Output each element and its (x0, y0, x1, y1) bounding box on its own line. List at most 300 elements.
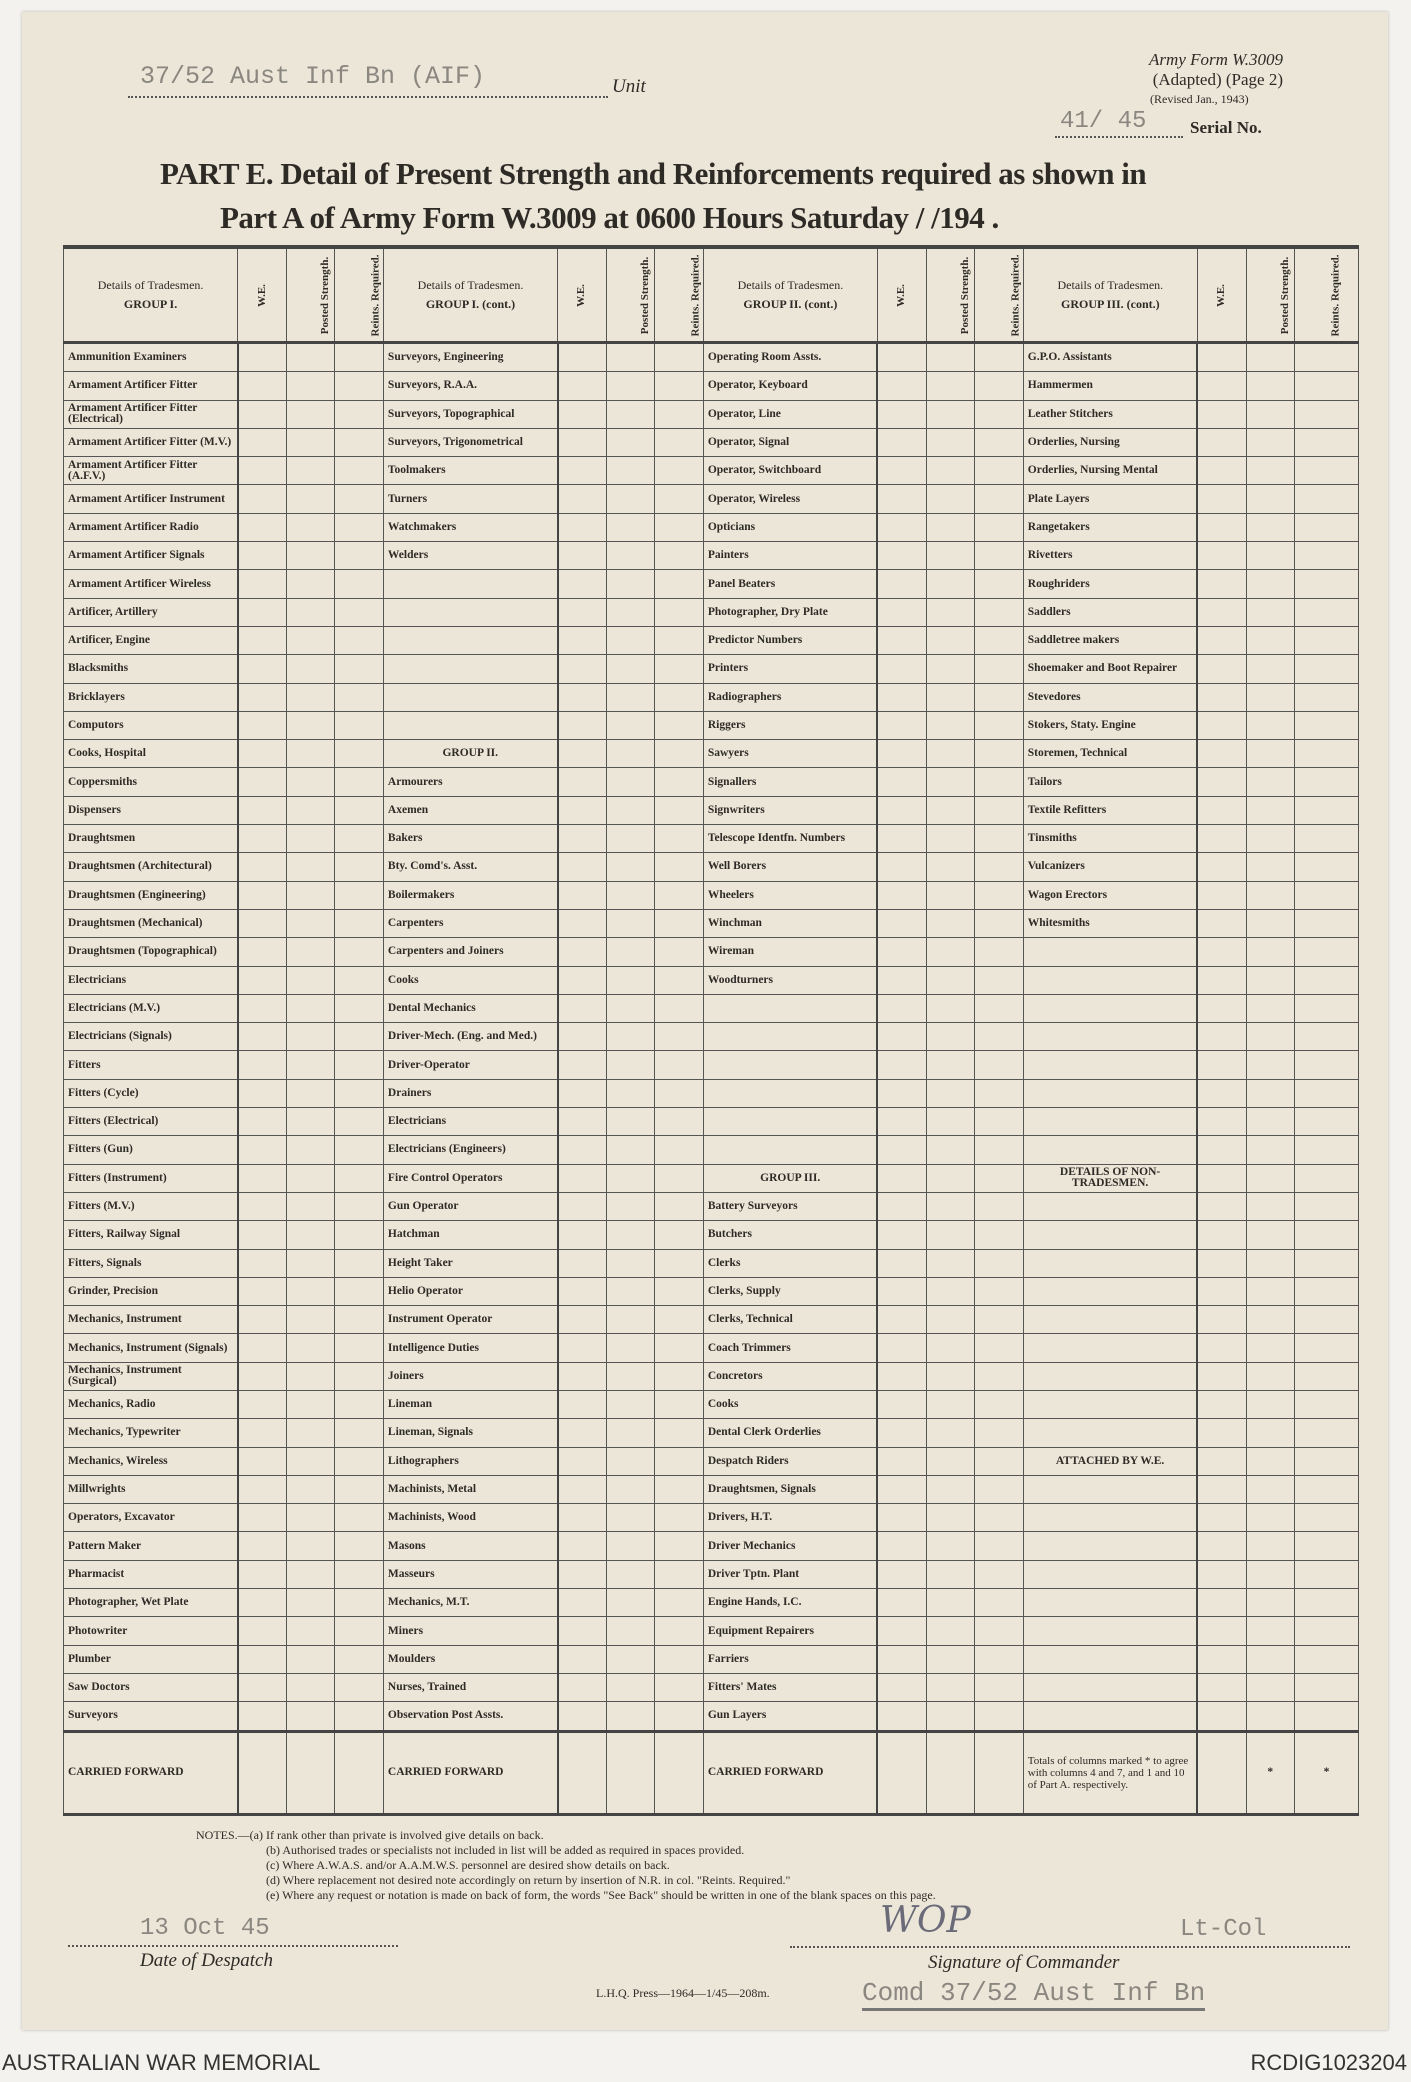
reints-required-cell[interactable] (1295, 711, 1359, 739)
posted-strength-cell[interactable] (286, 598, 335, 626)
posted-strength-cell[interactable] (606, 1645, 655, 1673)
we-cell[interactable] (877, 853, 926, 881)
we-cell[interactable] (558, 1645, 607, 1673)
posted-strength-cell[interactable] (606, 1504, 655, 1532)
reints-required-cell[interactable] (335, 1221, 384, 1249)
reints-required-cell[interactable] (335, 598, 384, 626)
posted-strength-cell[interactable] (286, 768, 335, 796)
posted-strength-cell[interactable] (606, 1277, 655, 1305)
we-cell[interactable] (877, 1136, 926, 1164)
we-cell[interactable] (877, 1645, 926, 1673)
we-cell[interactable] (877, 626, 926, 654)
posted-strength-cell[interactable] (926, 1277, 975, 1305)
posted-strength-cell[interactable] (1246, 909, 1295, 937)
reints-required-cell[interactable] (975, 428, 1024, 456)
we-cell[interactable] (558, 626, 607, 654)
we-cell[interactable] (1197, 938, 1246, 966)
we-cell[interactable] (1197, 1108, 1246, 1136)
posted-strength-cell[interactable] (1246, 825, 1295, 853)
reints-required-cell[interactable] (335, 1390, 384, 1418)
reints-required-cell[interactable] (335, 994, 384, 1022)
posted-strength-cell[interactable] (926, 1362, 975, 1390)
reints-required-cell[interactable] (975, 1589, 1024, 1617)
we-cell[interactable] (558, 1051, 607, 1079)
posted-strength-cell[interactable] (606, 683, 655, 711)
posted-strength-cell[interactable] (286, 1362, 335, 1390)
posted-strength-cell[interactable] (286, 796, 335, 824)
posted-strength-cell[interactable] (926, 1221, 975, 1249)
we-cell[interactable] (877, 1560, 926, 1588)
posted-strength-cell[interactable] (606, 400, 655, 428)
reints-required-cell[interactable] (1295, 1108, 1359, 1136)
reints-required-cell[interactable] (655, 1419, 704, 1447)
reints-required-cell[interactable] (1295, 1334, 1359, 1362)
we-cell[interactable] (1197, 1673, 1246, 1701)
we-cell[interactable] (238, 343, 287, 372)
reints-required-cell[interactable] (335, 938, 384, 966)
reints-required-cell[interactable] (975, 372, 1024, 400)
reints-required-cell[interactable] (655, 1277, 704, 1305)
posted-strength-cell[interactable] (926, 1702, 975, 1731)
reints-required-cell[interactable] (655, 1702, 704, 1731)
reints-required-cell[interactable] (655, 1306, 704, 1334)
we-cell[interactable] (558, 542, 607, 570)
posted-strength-cell[interactable] (286, 428, 335, 456)
reints-required-cell[interactable] (1295, 1645, 1359, 1673)
reints-required-cell[interactable] (335, 740, 384, 768)
reints-required-cell[interactable] (1295, 853, 1359, 881)
we-cell[interactable] (238, 796, 287, 824)
reints-required-cell[interactable] (1295, 542, 1359, 570)
we-cell[interactable] (1197, 485, 1246, 513)
we-cell[interactable] (238, 1532, 287, 1560)
reints-required-cell[interactable] (1295, 1079, 1359, 1107)
posted-strength-cell[interactable] (286, 1447, 335, 1475)
reints-required-cell[interactable] (1295, 1023, 1359, 1051)
reints-required-cell[interactable] (335, 400, 384, 428)
we-cell[interactable] (1197, 1645, 1246, 1673)
we-cell[interactable] (238, 1334, 287, 1362)
we-cell[interactable] (877, 1673, 926, 1701)
posted-strength-cell[interactable] (1246, 683, 1295, 711)
posted-strength-cell[interactable] (1246, 796, 1295, 824)
posted-strength-cell[interactable] (926, 994, 975, 1022)
we-cell[interactable] (238, 1362, 287, 1390)
we-cell[interactable] (1197, 1079, 1246, 1107)
we-cell[interactable] (1197, 768, 1246, 796)
we-cell[interactable] (877, 1617, 926, 1645)
we-cell[interactable] (877, 938, 926, 966)
posted-strength-cell[interactable] (926, 1164, 975, 1192)
we-cell[interactable] (558, 570, 607, 598)
reints-required-cell[interactable] (655, 598, 704, 626)
reints-required-cell[interactable] (975, 1192, 1024, 1220)
we-cell[interactable] (877, 966, 926, 994)
reints-required-cell[interactable] (1295, 1362, 1359, 1390)
reints-required-cell[interactable] (975, 626, 1024, 654)
we-cell[interactable] (877, 598, 926, 626)
posted-strength-cell[interactable] (606, 740, 655, 768)
posted-strength-cell[interactable] (926, 513, 975, 541)
posted-strength-cell[interactable] (606, 513, 655, 541)
reints-required-cell[interactable] (1295, 796, 1359, 824)
reints-required-cell[interactable] (1295, 909, 1359, 937)
reints-required-cell[interactable] (335, 457, 384, 485)
we-cell[interactable] (877, 428, 926, 456)
reints-required-cell[interactable] (655, 853, 704, 881)
posted-strength-cell[interactable] (1246, 1136, 1295, 1164)
reints-required-cell[interactable] (975, 1136, 1024, 1164)
reints-required-cell[interactable] (1295, 1306, 1359, 1334)
posted-strength-cell[interactable] (926, 966, 975, 994)
posted-strength-cell[interactable] (1246, 1192, 1295, 1220)
posted-strength-cell[interactable] (606, 343, 655, 372)
posted-strength-cell[interactable] (1246, 1702, 1295, 1731)
posted-strength-cell[interactable] (926, 881, 975, 909)
reints-required-cell[interactable] (655, 966, 704, 994)
reints-required-cell[interactable] (335, 1702, 384, 1731)
posted-strength-cell[interactable] (606, 881, 655, 909)
reints-required-cell[interactable] (335, 768, 384, 796)
posted-strength-cell[interactable] (1246, 1108, 1295, 1136)
we-cell[interactable] (238, 740, 287, 768)
posted-strength-cell[interactable] (926, 796, 975, 824)
reints-required-cell[interactable] (1295, 740, 1359, 768)
reints-required-cell[interactable] (975, 1390, 1024, 1418)
reints-required-cell[interactable] (975, 1277, 1024, 1305)
reints-required-cell[interactable] (335, 1673, 384, 1701)
we-cell[interactable] (1197, 372, 1246, 400)
reints-required-cell[interactable] (1295, 768, 1359, 796)
reints-required-cell[interactable] (655, 1390, 704, 1418)
reints-required-cell[interactable] (1295, 1390, 1359, 1418)
we-cell[interactable] (238, 1390, 287, 1418)
reints-required-cell[interactable] (1295, 938, 1359, 966)
posted-strength-cell[interactable] (1246, 966, 1295, 994)
we-cell[interactable] (558, 740, 607, 768)
we-cell[interactable] (1197, 1136, 1246, 1164)
posted-strength-cell[interactable] (1246, 655, 1295, 683)
we-cell[interactable] (877, 1249, 926, 1277)
we-cell[interactable] (238, 938, 287, 966)
posted-strength-cell[interactable] (926, 683, 975, 711)
we-cell[interactable] (877, 1023, 926, 1051)
posted-strength-cell[interactable] (1246, 711, 1295, 739)
reints-required-cell[interactable] (975, 598, 1024, 626)
reints-required-cell[interactable] (975, 513, 1024, 541)
posted-strength-cell[interactable] (1246, 1390, 1295, 1418)
reints-required-cell[interactable] (335, 711, 384, 739)
posted-strength-cell[interactable] (926, 1447, 975, 1475)
we-cell[interactable] (238, 1306, 287, 1334)
reints-required-cell[interactable] (1295, 1475, 1359, 1503)
reints-required-cell[interactable] (975, 711, 1024, 739)
we-cell[interactable] (558, 1673, 607, 1701)
posted-strength-cell[interactable] (1246, 570, 1295, 598)
posted-strength-cell[interactable] (926, 1645, 975, 1673)
reints-required-cell[interactable] (655, 1079, 704, 1107)
we-cell[interactable] (877, 683, 926, 711)
reints-required-cell[interactable] (335, 1334, 384, 1362)
reints-required-cell[interactable] (655, 711, 704, 739)
posted-strength-cell[interactable] (926, 938, 975, 966)
we-cell[interactable] (238, 598, 287, 626)
posted-strength-cell[interactable] (1246, 1504, 1295, 1532)
we-cell[interactable] (238, 485, 287, 513)
reints-required-cell[interactable] (335, 1560, 384, 1588)
we-cell[interactable] (877, 1419, 926, 1447)
we-cell[interactable] (877, 542, 926, 570)
posted-strength-cell[interactable] (1246, 1419, 1295, 1447)
posted-strength-cell[interactable] (606, 428, 655, 456)
reints-required-cell[interactable] (335, 513, 384, 541)
reints-required-cell[interactable] (335, 485, 384, 513)
we-cell[interactable] (558, 1334, 607, 1362)
reints-required-cell[interactable] (1295, 1192, 1359, 1220)
posted-strength-cell[interactable] (606, 1136, 655, 1164)
reints-required-cell[interactable] (1295, 1532, 1359, 1560)
posted-strength-cell[interactable] (606, 938, 655, 966)
we-cell[interactable] (238, 1419, 287, 1447)
reints-required-cell[interactable] (1295, 457, 1359, 485)
posted-strength-cell[interactable] (286, 1108, 335, 1136)
reints-required-cell[interactable] (655, 1334, 704, 1362)
reints-required-cell[interactable] (975, 1249, 1024, 1277)
reints-required-cell[interactable] (1295, 570, 1359, 598)
we-cell[interactable] (238, 513, 287, 541)
we-cell[interactable] (877, 1164, 926, 1192)
posted-strength-cell[interactable] (286, 1532, 335, 1560)
we-cell[interactable] (558, 1079, 607, 1107)
we-cell[interactable] (1197, 1306, 1246, 1334)
posted-strength-cell[interactable] (1246, 1560, 1295, 1588)
we-cell[interactable] (558, 796, 607, 824)
we-cell[interactable] (1197, 1192, 1246, 1220)
posted-strength-cell[interactable] (1246, 1475, 1295, 1503)
reints-required-cell[interactable] (975, 485, 1024, 513)
reints-required-cell[interactable] (655, 909, 704, 937)
we-cell[interactable] (1197, 683, 1246, 711)
posted-strength-cell[interactable] (606, 1023, 655, 1051)
we-cell[interactable] (877, 881, 926, 909)
posted-strength-cell[interactable] (286, 1192, 335, 1220)
we-cell[interactable] (1197, 994, 1246, 1022)
posted-strength-cell[interactable] (1246, 1645, 1295, 1673)
reints-required-cell[interactable] (335, 570, 384, 598)
posted-strength-cell[interactable] (286, 1249, 335, 1277)
reints-required-cell[interactable] (335, 966, 384, 994)
posted-strength-cell[interactable] (286, 1645, 335, 1673)
posted-strength-cell[interactable] (286, 570, 335, 598)
posted-strength-cell[interactable] (1246, 513, 1295, 541)
posted-strength-cell[interactable] (926, 1617, 975, 1645)
we-cell[interactable] (1197, 655, 1246, 683)
we-cell[interactable] (1197, 598, 1246, 626)
posted-strength-cell[interactable] (1246, 1023, 1295, 1051)
reints-required-cell[interactable] (335, 343, 384, 372)
posted-strength-cell[interactable] (286, 994, 335, 1022)
reints-required-cell[interactable] (335, 1475, 384, 1503)
reints-required-cell[interactable] (975, 1617, 1024, 1645)
we-cell[interactable] (877, 711, 926, 739)
we-cell[interactable] (558, 598, 607, 626)
we-cell[interactable] (558, 1447, 607, 1475)
posted-strength-cell[interactable] (1246, 768, 1295, 796)
reints-required-cell[interactable] (655, 513, 704, 541)
we-cell[interactable] (558, 909, 607, 937)
we-cell[interactable] (1197, 1362, 1246, 1390)
posted-strength-cell[interactable] (926, 768, 975, 796)
posted-strength-cell[interactable] (1246, 1447, 1295, 1475)
we-cell[interactable] (1197, 400, 1246, 428)
reints-required-cell[interactable] (975, 570, 1024, 598)
posted-strength-cell[interactable] (926, 1334, 975, 1362)
we-cell[interactable] (1197, 796, 1246, 824)
we-cell[interactable] (877, 1504, 926, 1532)
we-cell[interactable] (1197, 570, 1246, 598)
posted-strength-cell[interactable] (926, 825, 975, 853)
posted-strength-cell[interactable] (926, 711, 975, 739)
posted-strength-cell[interactable] (286, 909, 335, 937)
posted-strength-cell[interactable] (606, 1362, 655, 1390)
we-cell[interactable] (558, 994, 607, 1022)
reints-required-cell[interactable] (975, 1419, 1024, 1447)
reints-required-cell[interactable] (335, 1617, 384, 1645)
we-cell[interactable] (558, 768, 607, 796)
reints-required-cell[interactable] (975, 1023, 1024, 1051)
reints-required-cell[interactable] (655, 570, 704, 598)
reints-required-cell[interactable] (655, 1051, 704, 1079)
reints-required-cell[interactable] (655, 1504, 704, 1532)
posted-strength-cell[interactable] (286, 711, 335, 739)
reints-required-cell[interactable] (335, 1447, 384, 1475)
reints-required-cell[interactable] (975, 1702, 1024, 1731)
posted-strength-cell[interactable] (926, 655, 975, 683)
posted-strength-cell[interactable] (926, 1589, 975, 1617)
we-cell[interactable] (558, 683, 607, 711)
we-cell[interactable] (877, 513, 926, 541)
reints-required-cell[interactable] (1295, 1702, 1359, 1731)
reints-required-cell[interactable] (335, 1645, 384, 1673)
we-cell[interactable] (877, 1390, 926, 1418)
posted-strength-cell[interactable] (926, 343, 975, 372)
posted-strength-cell[interactable] (1246, 1334, 1295, 1362)
we-cell[interactable] (238, 626, 287, 654)
we-cell[interactable] (558, 1136, 607, 1164)
posted-strength-cell[interactable] (1246, 1079, 1295, 1107)
posted-strength-cell[interactable] (926, 1306, 975, 1334)
we-cell[interactable] (877, 740, 926, 768)
we-cell[interactable] (1197, 853, 1246, 881)
we-cell[interactable] (238, 768, 287, 796)
posted-strength-cell[interactable] (1246, 400, 1295, 428)
we-cell[interactable] (877, 343, 926, 372)
we-cell[interactable] (877, 909, 926, 937)
we-cell[interactable] (558, 1390, 607, 1418)
posted-strength-cell[interactable] (1246, 938, 1295, 966)
we-cell[interactable] (558, 1475, 607, 1503)
we-cell[interactable] (1197, 343, 1246, 372)
we-cell[interactable] (238, 1192, 287, 1220)
reints-required-cell[interactable] (335, 1362, 384, 1390)
reints-required-cell[interactable] (1295, 1447, 1359, 1475)
we-cell[interactable] (877, 796, 926, 824)
reints-required-cell[interactable] (1295, 881, 1359, 909)
posted-strength-cell[interactable] (286, 1334, 335, 1362)
posted-strength-cell[interactable] (926, 542, 975, 570)
we-cell[interactable] (238, 428, 287, 456)
we-cell[interactable] (558, 1560, 607, 1588)
posted-strength-cell[interactable] (1246, 1532, 1295, 1560)
posted-strength-cell[interactable] (286, 1560, 335, 1588)
posted-strength-cell[interactable] (1246, 485, 1295, 513)
posted-strength-cell[interactable] (606, 1532, 655, 1560)
we-cell[interactable] (877, 1362, 926, 1390)
we-cell[interactable] (558, 1277, 607, 1305)
reints-required-cell[interactable] (1295, 1136, 1359, 1164)
we-cell[interactable] (558, 938, 607, 966)
we-cell[interactable] (1197, 825, 1246, 853)
posted-strength-cell[interactable] (286, 1079, 335, 1107)
we-cell[interactable] (238, 1504, 287, 1532)
reints-required-cell[interactable] (975, 1560, 1024, 1588)
we-cell[interactable] (238, 1673, 287, 1701)
we-cell[interactable] (877, 1475, 926, 1503)
we-cell[interactable] (1197, 1475, 1246, 1503)
reints-required-cell[interactable] (655, 938, 704, 966)
posted-strength-cell[interactable] (606, 994, 655, 1022)
reints-required-cell[interactable] (975, 909, 1024, 937)
reints-required-cell[interactable] (335, 1532, 384, 1560)
reints-required-cell[interactable] (655, 655, 704, 683)
reints-required-cell[interactable] (1295, 343, 1359, 372)
posted-strength-cell[interactable] (606, 1390, 655, 1418)
reints-required-cell[interactable] (975, 343, 1024, 372)
posted-strength-cell[interactable] (926, 1192, 975, 1220)
posted-strength-cell[interactable] (926, 485, 975, 513)
reints-required-cell[interactable] (1295, 400, 1359, 428)
we-cell[interactable] (238, 372, 287, 400)
reints-required-cell[interactable] (1295, 1589, 1359, 1617)
reints-required-cell[interactable] (975, 966, 1024, 994)
reints-required-cell[interactable] (975, 1475, 1024, 1503)
posted-strength-cell[interactable] (1246, 853, 1295, 881)
we-cell[interactable] (558, 1249, 607, 1277)
reints-required-cell[interactable] (655, 1589, 704, 1617)
reints-required-cell[interactable] (655, 343, 704, 372)
we-cell[interactable] (1197, 1221, 1246, 1249)
reints-required-cell[interactable] (655, 740, 704, 768)
we-cell[interactable] (1197, 1023, 1246, 1051)
posted-strength-cell[interactable] (926, 626, 975, 654)
we-cell[interactable] (877, 768, 926, 796)
reints-required-cell[interactable] (655, 1362, 704, 1390)
we-cell[interactable] (558, 372, 607, 400)
we-cell[interactable] (558, 1362, 607, 1390)
reints-required-cell[interactable] (1295, 485, 1359, 513)
reints-required-cell[interactable] (975, 655, 1024, 683)
reints-required-cell[interactable] (335, 796, 384, 824)
we-cell[interactable] (558, 1023, 607, 1051)
reints-required-cell[interactable] (335, 542, 384, 570)
reints-required-cell[interactable] (1295, 1419, 1359, 1447)
posted-strength-cell[interactable] (1246, 428, 1295, 456)
we-cell[interactable] (877, 1277, 926, 1305)
we-cell[interactable] (877, 1051, 926, 1079)
posted-strength-cell[interactable] (1246, 1673, 1295, 1701)
reints-required-cell[interactable] (1295, 1249, 1359, 1277)
reints-required-cell[interactable] (1295, 655, 1359, 683)
